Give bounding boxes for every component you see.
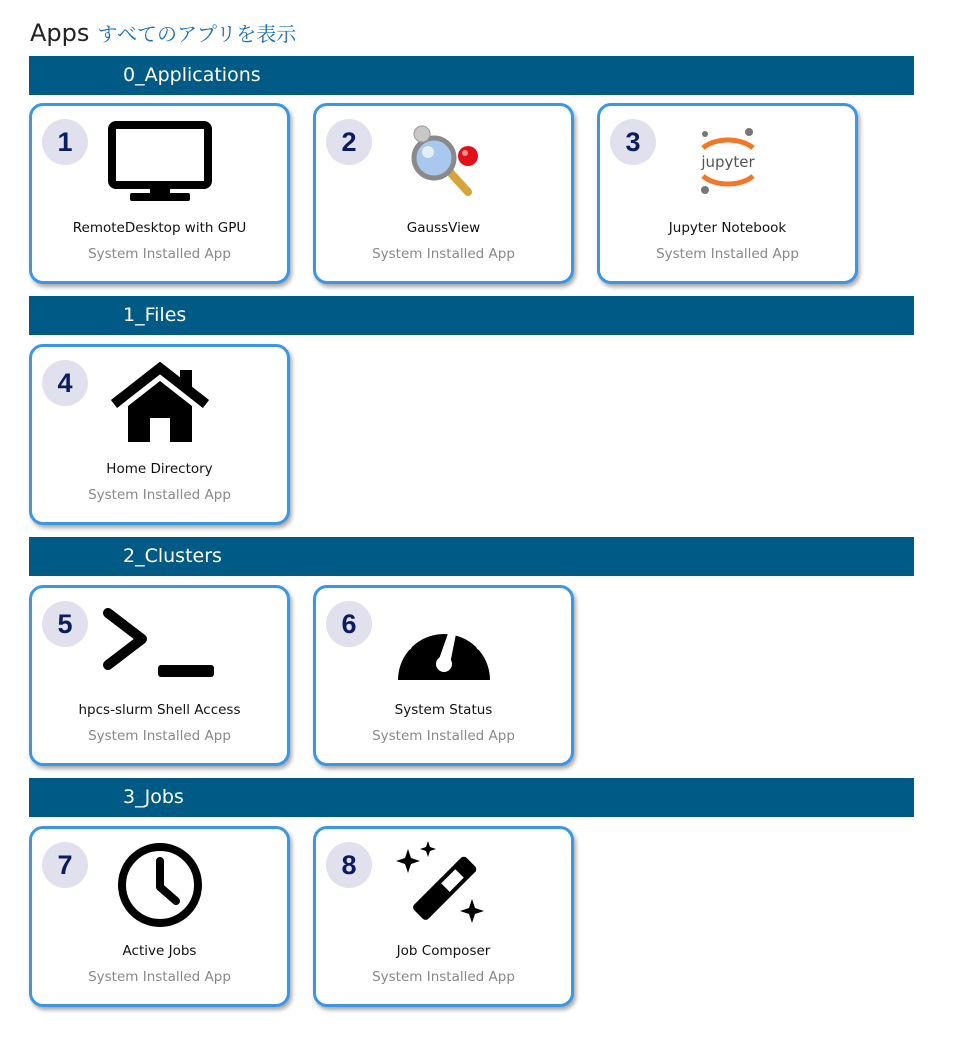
category-bar-jobs: 3_Jobs bbox=[29, 778, 914, 817]
app-card-system-status[interactable] bbox=[313, 585, 574, 766]
app-card-home-directory[interactable] bbox=[29, 344, 290, 525]
app-card-gaussview[interactable] bbox=[313, 103, 574, 284]
gauge-icon bbox=[392, 602, 496, 686]
app-subtitle: System Installed App bbox=[656, 246, 799, 262]
app-card-jupyter[interactable] bbox=[597, 103, 858, 284]
app-name: Active Jobs bbox=[122, 943, 197, 959]
category-bar-applications: 0_Applications bbox=[29, 56, 914, 95]
app-number-badge: 6 bbox=[326, 601, 372, 647]
app-number-badge: 3 bbox=[610, 119, 656, 165]
page-header bbox=[30, 18, 296, 50]
app-number-badge: 7 bbox=[42, 842, 88, 888]
app-number-badge: 8 bbox=[326, 842, 372, 888]
jupyter-icon bbox=[693, 124, 763, 200]
monitor-icon bbox=[108, 121, 212, 203]
app-number-badge: 5 bbox=[42, 601, 88, 647]
app-subtitle: System Installed App bbox=[88, 969, 231, 985]
app-subtitle: System Installed App bbox=[372, 969, 515, 985]
app-name: Jupyter Notebook bbox=[668, 220, 787, 236]
app-subtitle: System Installed App bbox=[372, 246, 515, 262]
page-title: Apps bbox=[30, 19, 90, 47]
app-name: hpcs-slurm Shell Access bbox=[78, 702, 241, 718]
app-name: RemoteDesktop with GPU bbox=[72, 220, 247, 236]
app-number-badge: 2 bbox=[326, 119, 372, 165]
app-card-job-composer[interactable] bbox=[313, 826, 574, 1007]
gaussview-icon bbox=[404, 124, 484, 200]
app-number-badge: 4 bbox=[42, 360, 88, 406]
app-name: Home Directory bbox=[106, 461, 213, 477]
app-subtitle: System Installed App bbox=[88, 246, 231, 262]
app-card-shell-access[interactable] bbox=[29, 585, 290, 766]
all-apps-link[interactable]: すべてのアプリを表示 bbox=[97, 22, 297, 46]
app-name: GaussView bbox=[406, 220, 481, 236]
app-subtitle: System Installed App bbox=[372, 728, 515, 744]
category-bar-clusters: 2_Clusters bbox=[29, 537, 914, 576]
app-name: System Status bbox=[394, 702, 493, 718]
category-bar-files: 1_Files bbox=[29, 296, 914, 335]
app-card-remote-desktop[interactable] bbox=[29, 103, 290, 284]
jupyter-wordmark: jupyter bbox=[700, 153, 755, 171]
magic-wand-icon bbox=[394, 839, 494, 931]
app-name: Job Composer bbox=[396, 943, 491, 959]
app-card-active-jobs[interactable] bbox=[29, 826, 290, 1007]
app-subtitle: System Installed App bbox=[88, 728, 231, 744]
app-subtitle: System Installed App bbox=[88, 487, 231, 503]
clock-icon bbox=[114, 839, 206, 931]
home-icon bbox=[108, 362, 212, 444]
app-number-badge: 1 bbox=[42, 119, 88, 165]
terminal-icon bbox=[100, 603, 220, 685]
